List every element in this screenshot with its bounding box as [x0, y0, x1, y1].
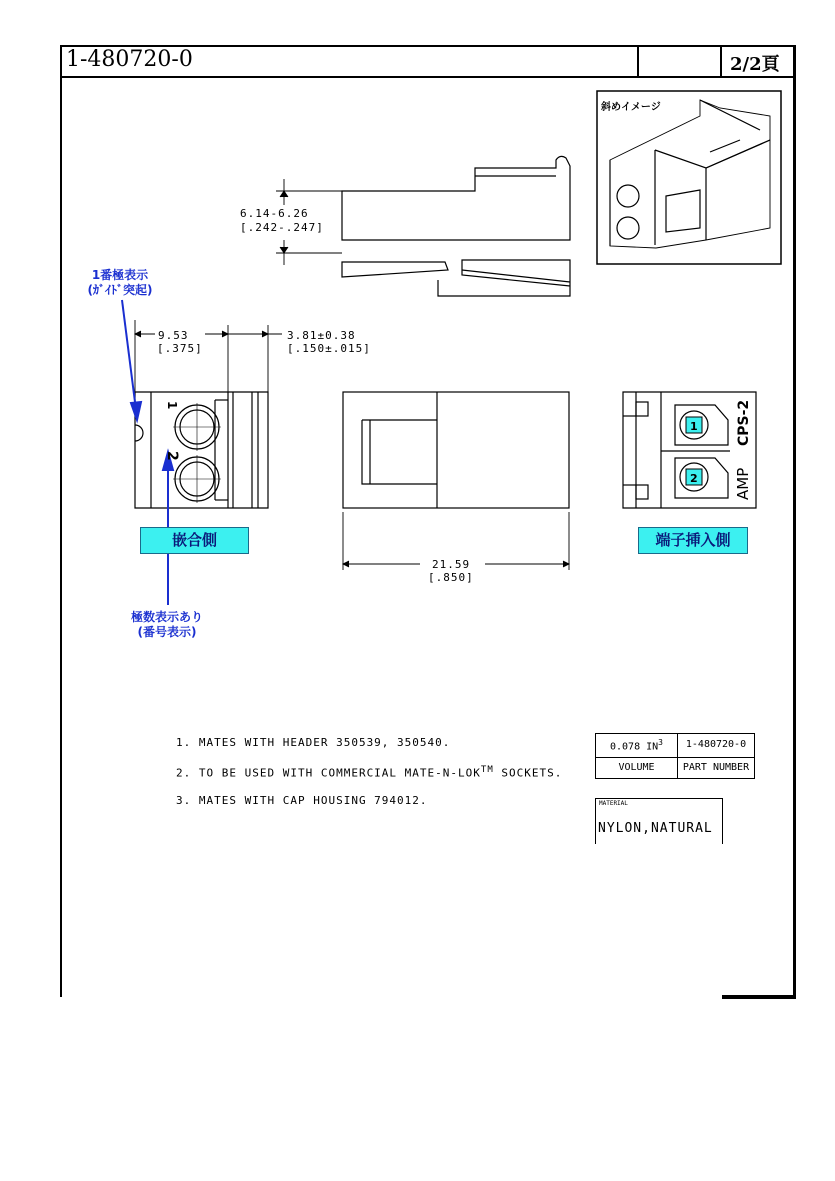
note-3: 3. MATES WITH CAP HOUSING 794012.: [176, 794, 428, 807]
pin1-callout-line2: (ｶﾞｲﾄﾞ突起): [87, 283, 153, 297]
terminal-side-label: 端子挿入側: [638, 527, 748, 554]
pitch-right-in-text: [.150±.015]: [287, 342, 371, 355]
length-in-text: [.850]: [428, 571, 474, 584]
height-in-text: [.242-.247]: [240, 221, 324, 234]
pos1-marking: 1: [165, 401, 179, 410]
note-2: [176, 765, 562, 794]
doc-number: 1-480720-0: [66, 47, 193, 72]
pole-callout-line2: (番号表示): [137, 625, 197, 639]
trademark-mark: TM: [480, 765, 494, 775]
bottom-view: [343, 392, 569, 508]
table-divider: [596, 757, 754, 758]
volume-value: [596, 738, 677, 752]
material-header: MATERIAL: [599, 800, 628, 807]
pin1-arrow: [122, 300, 136, 410]
pitch-left-mm-text: 9.53: [158, 329, 189, 342]
rear2-marking: 2: [690, 472, 698, 485]
height-mm-text: 6.14-6.26: [240, 207, 309, 220]
part-number-label: PART NUMBER: [682, 762, 750, 773]
iso-view-label: 斜めイメージ: [601, 102, 661, 113]
brand-marking: AMP: [734, 467, 752, 500]
material-value: NYLON,NATURAL: [598, 821, 713, 836]
note-2-suffix: SOCKETS.: [493, 766, 563, 780]
page-label: 2/2頁: [730, 54, 780, 75]
material-box: [595, 798, 723, 844]
pole-callout: [112, 610, 222, 640]
rear1-marking: 1: [690, 420, 698, 433]
mating-face-view: [135, 392, 268, 508]
pitch-left-in-text: [.375]: [157, 342, 203, 355]
volume-part-table: [595, 733, 755, 779]
volume-exponent: 3: [658, 738, 663, 747]
mating-side-label: 嵌合側: [140, 527, 249, 554]
series-marking: CPS-2: [736, 399, 752, 446]
pin1-callout: [70, 268, 170, 298]
note-2-text: 2. TO BE USED WITH COMMERCIAL MATE-N-LOK: [176, 766, 481, 780]
pos2-marking: 2: [164, 451, 180, 461]
volume-value-text: 0.078 IN: [610, 741, 659, 753]
notes: [176, 736, 562, 823]
part-number-value: 1-480720-0: [685, 739, 747, 750]
pitch-right-mm-text: 3.81±0.38: [287, 329, 356, 342]
pin1-arrowhead: [131, 402, 141, 420]
pin1-callout-line1: 1番極表示: [91, 268, 149, 282]
pole-callout-line1: 極数表示あり: [130, 610, 203, 624]
length-mm-text: 21.59: [432, 558, 471, 571]
side-view: [342, 156, 570, 296]
isometric-view: [597, 91, 781, 264]
volume-label: VOLUME: [618, 762, 655, 773]
note-1: 1. MATES WITH HEADER 350539, 350540.: [176, 736, 451, 749]
